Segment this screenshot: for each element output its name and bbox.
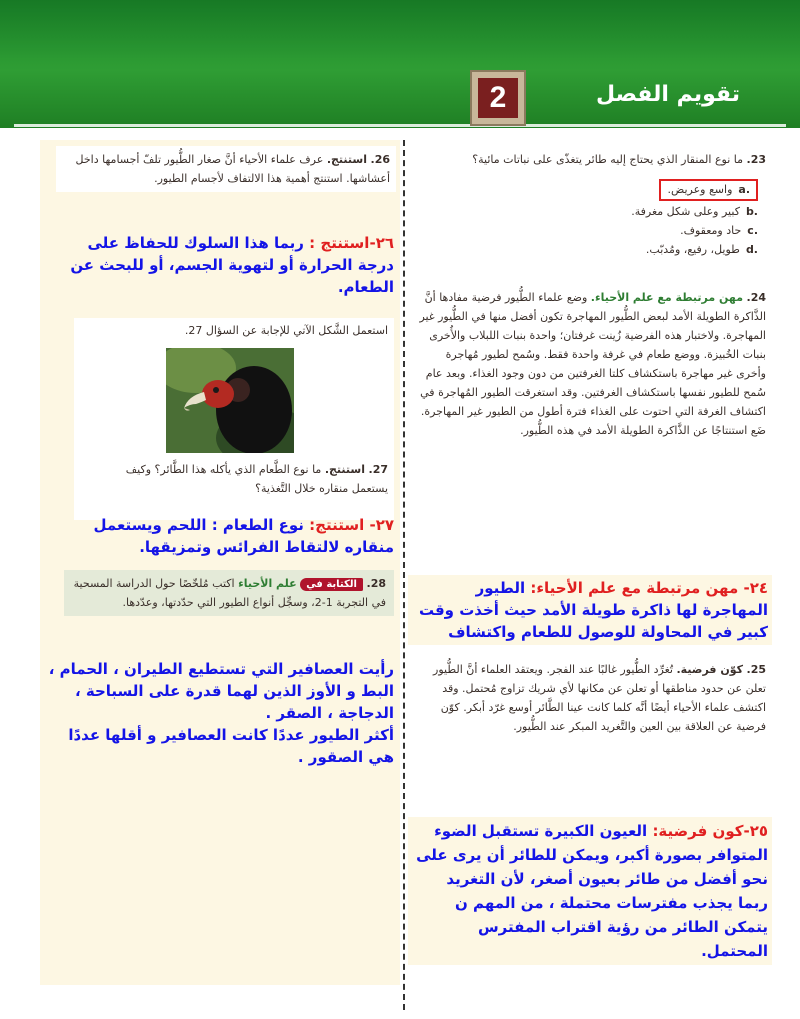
right-column bbox=[408, 140, 776, 985]
answer-text: العيون الكبيرة تستقبل الضوء المتوافر بصورة أكبر، ويمكن للطائر أن يرى على نحو أفضل من طائر بعيون أصغر، لأن التغريد ربما يجذب مفترسات محتملة ، من المهم ن يتمكن الطائر من رؤية اقتراب المفترس المحتمل. bbox=[416, 822, 768, 960]
answer-label: ٢٧- استنتج: bbox=[309, 516, 394, 534]
option-a[interactable] bbox=[416, 179, 758, 201]
question-number: 25. bbox=[746, 663, 766, 676]
biology-tag: علم الأحياء bbox=[238, 577, 297, 590]
selected-option-box: a. واسع وعريض. bbox=[659, 179, 758, 201]
answer-25 bbox=[408, 817, 772, 965]
question-27 bbox=[88, 460, 388, 498]
question-number: 24. bbox=[746, 291, 766, 304]
option-c[interactable]: c. حاد ومعقوف. bbox=[680, 224, 758, 237]
chapter-review-title: تقويم الفصل bbox=[595, 82, 740, 107]
answer-27 bbox=[49, 514, 394, 558]
question-number: 26. bbox=[370, 153, 390, 166]
question-26 bbox=[56, 146, 396, 192]
question-24 bbox=[416, 288, 766, 440]
figure-caption: استعمل الشَّكل الآتي للإجابة عن السؤال 27. bbox=[184, 324, 388, 337]
answer-text-1: رأيت العصافير التي تستطيع الطيران ، الحمام ، البط و الأوز الذين لهما قدرة على السباحة ، الدجاجة ، الصقر . bbox=[48, 660, 394, 722]
left-column bbox=[40, 140, 400, 985]
question-text: وضع علماء الطُّيور فرضية مفادها أنَّ الذَّاكرة الطويلة الأمد لبعض الطُّيور المهاجرة تكون أفضل منها في الطُّيور غير المهاجرة. ولاختبار هذه الفرضية زُينت غرفتان؛ واحدة بنبات اللبلاب والأُخرى بنبات الخُبيزة. ووضع طعام في غرفة واحدة فقط. وسُمح لطيور مُهاجرة وأخرى غير مهاجرة باستكشاف كلتا الغرفتين من دون وجود الغذاء. وبعد عام سُمح للطيور نفسها باستكشاف الغرفتين. وقد استغرقت الطيور المُهاجرة في اكتشاف الغرفة التي احتوت على الغذاء فترة أطول من الطيور غير المهاجرة. ضَع استنتاجًا عن الذَّاكرة الطويلة الأمد في هذه الطُّيور. bbox=[419, 291, 766, 437]
question-number: 27. bbox=[368, 463, 388, 476]
answer-text: نوع الطعام : اللحم ويستعمل منقاره لالتقاط الفرائس وتمزيقها. bbox=[93, 516, 394, 556]
option-b[interactable]: b. كبير وعلى شكل مغرفة. bbox=[631, 205, 758, 218]
chapter-number: 2 bbox=[478, 78, 518, 118]
question-text: عرف علماء الأحياء أنَّ صغار الطُّيور تلفّ أجسامها داخل أعشاشها. استنتج أهمية هذا الالتفاف لأجسام الطيور. bbox=[75, 153, 390, 185]
answer-text: الطيور المهاجرة لها ذاكرة طويلة الأمد حيث أخذت وقت كبير في المحاولة للوصول للطعام واكتشاف bbox=[418, 579, 768, 641]
question-header: استنتج. bbox=[324, 463, 365, 476]
answer-label: ٢٤- مهن مرتبطة مع علم الأحياء: bbox=[530, 579, 768, 597]
chapter-banner bbox=[0, 0, 800, 128]
column-divider bbox=[403, 140, 405, 1010]
question-header: كوّن فرضية. bbox=[676, 663, 743, 676]
answer-label: ٢٦-استنتج : bbox=[309, 234, 394, 252]
question-header: مهن مرتبطة مع علم الأحياء. bbox=[590, 291, 743, 304]
vulture-image bbox=[166, 348, 294, 453]
question-25 bbox=[416, 660, 766, 736]
option-d[interactable]: d. طويل، رفيع، ومُدبّب. bbox=[645, 243, 758, 256]
question-text: تُغرِّد الطُّيور غالبًا عند الفجر. ويعتقد العلماء أنَّ الطُّيور تعلن عن حدود مناطقها أو تعلن عن مكانها لأي شريك تزاوج مُحتمل. وقد اكتشف علماء الأحياء أيضًا أنَّه كلما كانت عينا الطَّائر أوسع غرّد أبكر. كوّن فرضية عن العلاقة بين العين والتَّغريد المبكر عند الطُّيور. bbox=[433, 663, 766, 733]
answer-label: ٢٥-كون فرضية: bbox=[652, 822, 768, 840]
answer-24 bbox=[408, 575, 772, 645]
chapter-number-box bbox=[470, 70, 526, 126]
question-text: اكتب مُلخّصًا حول الدراسة المسحية في التجربة 1-2، وسجِّل أنواع الطيور التي حدّدتها، وعدّدها. bbox=[73, 577, 386, 609]
question-text: ما نوع الطَّعام الذي يأكله هذا الطَّائر؟ وكيف يستعمل منقاره خلال التَّغذية؟ bbox=[125, 463, 388, 495]
question-header: استنتج. bbox=[326, 153, 367, 166]
answer-28 bbox=[44, 658, 394, 768]
question-23 bbox=[416, 150, 766, 261]
question-28 bbox=[64, 570, 394, 616]
answer-text: ربما هذا السلوك للحفاظ على درجة الحرارة أو لتهوية الجسم، أو للبحث عن الطعام. bbox=[70, 234, 394, 296]
answer-text-2: أكثر الطيور عددًا كانت العصافير و أقلها عددًا هي الصقور . bbox=[68, 726, 394, 766]
answer-26 bbox=[49, 232, 394, 298]
question-number: 28. bbox=[366, 577, 386, 590]
banner-underline bbox=[14, 124, 786, 127]
question-number: 23. bbox=[746, 153, 766, 166]
question-text: ما نوع المنقار الذي يحتاج إليه طائر يتغذّى على نباتات مائية؟ bbox=[472, 153, 743, 166]
writing-in-tag: الكتابة في bbox=[300, 578, 363, 591]
banner-shade bbox=[0, 0, 800, 60]
figure-box bbox=[74, 318, 394, 520]
options-list bbox=[416, 179, 758, 258]
